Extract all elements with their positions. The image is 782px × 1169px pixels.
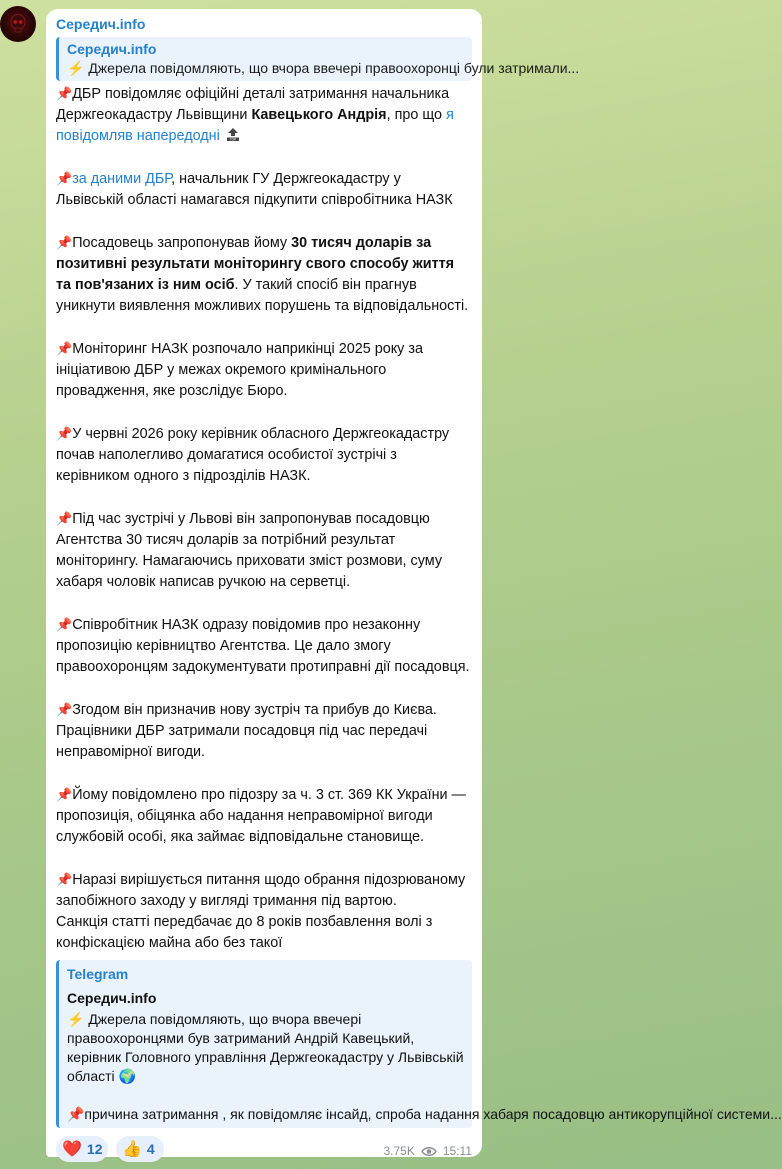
- paragraph-9: 📌Йому повідомлено про підозру за ч. 3 ст. 369 КК України — пропозиція, обіцянка або надання неправомірної вигоди службовій особі, яка займає відповідальне становище.: [56, 787, 466, 845]
- link-preview-text-continued: 📌причина затримання , як повідомляє інсайд, спроба надання хабаря посадовцю антикорупційної системи...: [67, 1106, 782, 1122]
- channel-name[interactable]: Середич.info: [56, 16, 146, 32]
- thumbs-up-icon: 👍: [122, 1141, 142, 1158]
- pin-icon: 📌: [56, 235, 73, 250]
- pin-icon: 📌: [56, 86, 73, 101]
- paragraph-5: 📌У червні 2026 року керівник обласного Держгеокадастру почав наполегливо домагатися особистої зустрічі з керівником одного з підрозділів НАЗК.: [56, 426, 450, 484]
- heart-icon: ❤️: [62, 1141, 82, 1158]
- reaction-count: 12: [86, 1141, 103, 1157]
- paragraph-1: 📌ДБР повідомляє офіційні деталі затримання начальника Держгеокадастру Львівщини Кавецького Андрія, про що я повідомляв напередодні TOP: [56, 86, 454, 144]
- message-text: [56, 83, 472, 954]
- link-preview-text: ⚡ Джерела повідомляють, що вчора ввечері правоохоронцями був затриманий Андрій Кавецький, керівник Головного управління Держгеокадастру у Львівській області 🌍: [67, 1011, 464, 1084]
- reply-quote[interactable]: [56, 37, 580, 81]
- previous-post-link[interactable]: я повідомляв напередодні: [56, 107, 454, 144]
- message-meta: [384, 1144, 473, 1158]
- pin-icon: 📌: [56, 341, 73, 356]
- pin-icon: 📌: [56, 171, 73, 186]
- paragraph-7: 📌Співробітник НАЗК одразу повідомив про незаконну пропозицію керівництво Агентства. Це дало змогу правоохоронцям задокументувати протиправні дії посадовця.: [56, 617, 470, 675]
- svg-text:TOP: TOP: [229, 137, 237, 142]
- link-preview-title: Середич.info: [67, 990, 157, 1006]
- paragraph-10: 📌Наразі вирішується питання щодо обрання підозрюваному запобіжного заходу у вигляді тримання під вартою. Санкція статті передбачає до 8 років позбавлення волі з конфіскацією майна або без такої: [56, 872, 466, 951]
- reaction-heart[interactable]: [56, 1136, 108, 1162]
- paragraph-6: 📌Під час зустрічі у Львові він запропонував посадовцю Агентства 30 тисяч доларів за потрібний результат моніторингу. Намагаючись приховати зміст розмови, суму хабаря чоловік написав ручкою на серветці.: [56, 511, 443, 590]
- message-footer: [56, 1136, 472, 1168]
- link-preview-site: Telegram: [67, 966, 129, 982]
- pin-icon: 📌: [56, 787, 73, 802]
- reply-quote-title: Середич.info: [67, 41, 157, 57]
- paragraph-2: 📌за даними ДБР, начальник ГУ Держгеокадастру у Львівській області намагався підкупити співробітника НАЗК: [56, 171, 453, 208]
- reply-quote-text: ⚡ Джерела повідомляють, що вчора ввечері правоохоронці були затримали...: [67, 60, 580, 76]
- pin-icon: 📌: [56, 702, 73, 717]
- paragraph-3: 📌Посадовець запропонував йому 30 тисяч доларів за позитивні результати моніторингу свого способу життя та пов'язаних із ним осіб. У такий спосіб він прагнув уникнути виявлення можливих порушень та відповідальності.: [56, 235, 469, 314]
- message-bubble[interactable]: [46, 9, 782, 1158]
- dbr-source-link[interactable]: за даними ДБР: [72, 171, 172, 187]
- skull-icon: [8, 13, 28, 35]
- paragraph-4: 📌Моніторинг НАЗК розпочало наприкінці 2025 року за ініціативою ДБР у межах окремого кримінального провадження, яке розслідує Бюро.: [56, 341, 423, 399]
- view-count: 3.75K: [383, 1144, 415, 1158]
- pin-icon: 📌: [56, 511, 73, 526]
- reaction-thumbs-up[interactable]: [116, 1136, 164, 1162]
- reaction-count: 4: [146, 1141, 155, 1157]
- top-arrow-icon: [226, 127, 240, 142]
- link-preview[interactable]: [56, 960, 782, 1128]
- eye-icon: [421, 1146, 437, 1157]
- paragraph-8: 📌Згодом він призначив нову зустріч та прибув до Києва. Працівники ДБР затримали посадовця під час передачі неправомірної вигоди.: [56, 702, 437, 760]
- message-time: 15:11: [442, 1144, 472, 1158]
- pin-icon: 📌: [56, 617, 73, 632]
- pin-icon: 📌: [56, 426, 73, 441]
- pin-icon: 📌: [56, 872, 73, 887]
- channel-avatar[interactable]: [0, 6, 36, 42]
